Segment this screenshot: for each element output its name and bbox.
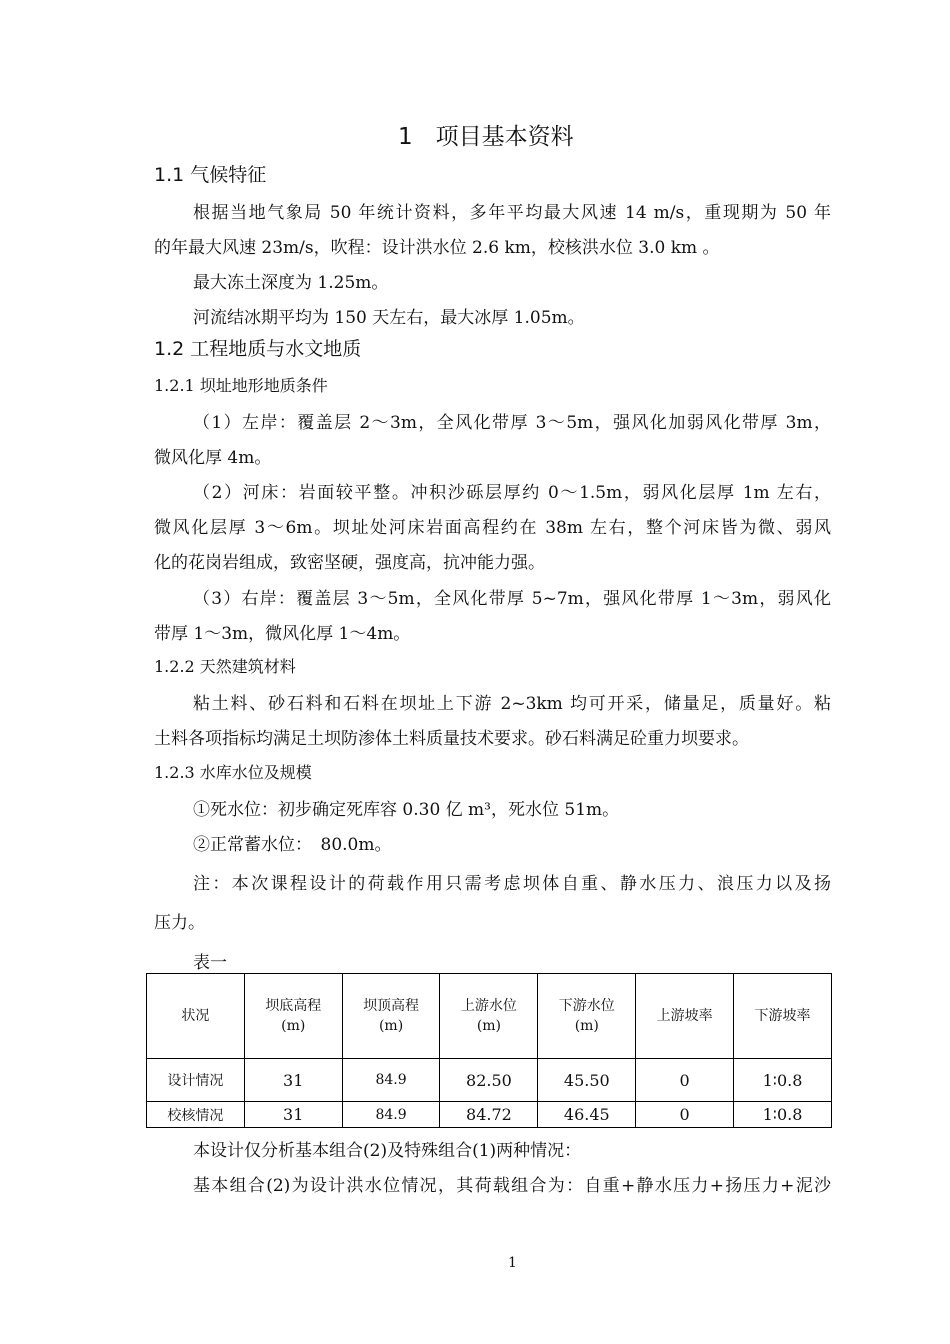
subsection-heading-1-2-3: 1.2.3 水库水位及规模 bbox=[154, 763, 312, 782]
header-cell: 上游坡率 bbox=[636, 974, 734, 1059]
water-level-table bbox=[146, 973, 832, 1128]
normal-water-level: ②正常蓄水位： 80.0m。 bbox=[193, 835, 392, 855]
header-cell: 状况 bbox=[147, 974, 245, 1059]
table-cell: 31 bbox=[244, 1059, 342, 1102]
table-cell: 1∶0.8 bbox=[734, 1059, 832, 1102]
load-combination: 基本组合(2)为设计洪水位情况，其荷载组合为：自重+静水压力+扬压力+泥沙 bbox=[193, 1176, 831, 1196]
subsection-heading-1-2-2: 1.2.2 天然建筑材料 bbox=[154, 657, 296, 676]
table-cell: 84.9 bbox=[342, 1102, 440, 1128]
paragraph-frost: 最大冻土深度为 1.25m。 bbox=[193, 273, 389, 293]
table-cell: 1∶0.8 bbox=[734, 1102, 832, 1128]
header-cell: 下游坡率 bbox=[734, 974, 832, 1059]
right-bank-line1: （3）右岸：覆盖层 3～5m，全风化带厚 5~7m，强风化带厚 1～3m，弱风化 bbox=[193, 589, 831, 609]
table-cell: 84.72 bbox=[440, 1102, 538, 1128]
paragraph-wind-line1: 根据当地气象局 50 年统计资料，多年平均最大风速 14 m/s，重现期为 50 年 bbox=[193, 203, 831, 223]
paragraph-ice: 河流结冰期平均为 150 天左右，最大冰厚 1.05m。 bbox=[193, 308, 585, 328]
header-cell: 坝顶高程 (m) bbox=[342, 974, 440, 1059]
riverbed-line2: 微风化层厚 3～6m。坝址处河床岩面高程约在 38m 左右，整个河床皆为微、弱风 bbox=[154, 518, 831, 538]
table-cell: 31 bbox=[244, 1102, 342, 1128]
note-line1: 注：本次课程设计的荷载作用只需考虑坝体自重、静水压力、浪压力以及扬 bbox=[193, 874, 831, 894]
table-cell: 45.50 bbox=[538, 1059, 636, 1102]
dead-water-level: ①死水位：初步确定死库容 0.30 亿 m³，死水位 51m。 bbox=[193, 800, 620, 820]
table-cell: 0 bbox=[636, 1059, 734, 1102]
table-header-row bbox=[147, 974, 832, 1059]
riverbed-line3: 化的花岗岩组成，致密坚硬，强度高，抗冲能力强。 bbox=[154, 553, 545, 573]
header-cell: 坝底高程 (m) bbox=[244, 974, 342, 1059]
right-bank-line2: 带厚 1～3m，微风化厚 1～4m。 bbox=[154, 624, 411, 644]
page-title: 1 项目基本资料 bbox=[398, 124, 574, 150]
section-heading-1-1: 1.1 气候特征 bbox=[154, 164, 267, 186]
header-cell: 上游水位 (m) bbox=[440, 974, 538, 1059]
analysis-scope: 本设计仅分析基本组合(2)及特殊组合(1)两种情况： bbox=[193, 1141, 582, 1161]
section-heading-1-2: 1.2 工程地质与水文地质 bbox=[154, 338, 362, 360]
table-row bbox=[147, 1102, 832, 1128]
table-cell: 设计情况 bbox=[147, 1059, 245, 1102]
table-cell: 46.45 bbox=[538, 1102, 636, 1128]
subsection-heading-1-2-1: 1.2.1 坝址地形地质条件 bbox=[154, 376, 328, 395]
materials-line2: 土料各项指标均满足土坝防渗体土料质量技术要求。砂石料满足砼重力坝要求。 bbox=[154, 729, 749, 749]
materials-line1: 粘土料、砂石料和石料在坝址上下游 2~3km 均可开采，储量足，质量好。粘 bbox=[193, 694, 831, 714]
header-cell: 下游水位 (m) bbox=[538, 974, 636, 1059]
note-line2: 压力。 bbox=[154, 913, 205, 933]
table-cell: 82.50 bbox=[440, 1059, 538, 1102]
table-cell: 校核情况 bbox=[147, 1102, 245, 1128]
left-bank-line1: （1）左岸：覆盖层 2～3m，全风化带厚 3～5m，强风化加弱风化带厚 3m， bbox=[193, 413, 831, 433]
table-cell: 0 bbox=[636, 1102, 734, 1128]
left-bank-line2: 微风化厚 4m。 bbox=[154, 448, 272, 468]
paragraph-wind-line2: 的年最大风速 23m/s，吹程：设计洪水位 2.6 km，校核洪水位 3.0 km 。 bbox=[154, 238, 720, 258]
page-number: 1 bbox=[508, 1255, 517, 1271]
table-caption: 表一 bbox=[193, 953, 227, 973]
riverbed-line1: （2）河床：岩面较平整。冲积沙砾层厚约 0～1.5m，弱风化层厚 1m 左右， bbox=[193, 483, 831, 503]
table-row bbox=[147, 1059, 832, 1102]
table-cell: 84.9 bbox=[342, 1059, 440, 1102]
